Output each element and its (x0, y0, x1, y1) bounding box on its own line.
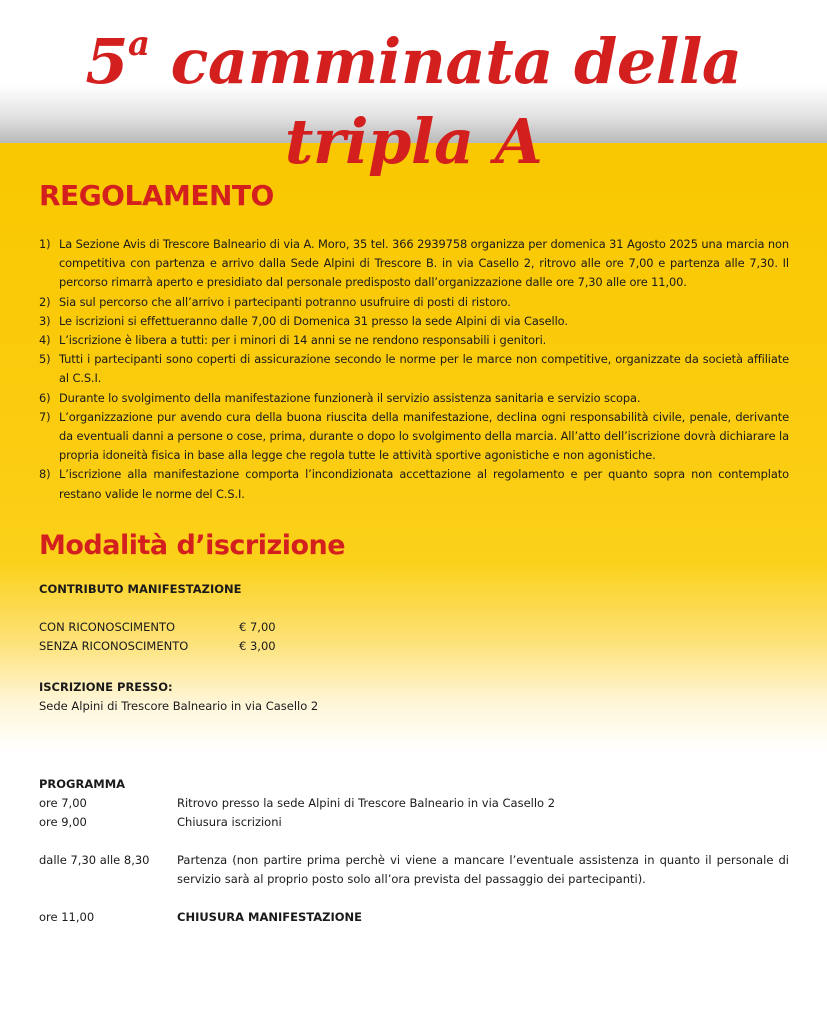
program-time: ore 11,00 (39, 910, 95, 924)
rule-number: 6) (39, 390, 51, 405)
price-label: CON RICONOSCIMENTO (39, 620, 176, 634)
program-time: ore 7,00 (39, 796, 87, 810)
title-text: camminata della tripla A (149, 25, 742, 178)
rule-number: 3) (39, 313, 51, 328)
rule-number: 2) (39, 294, 51, 309)
title-superscript: a (128, 24, 150, 64)
price-value: € 3,00 (239, 639, 276, 653)
rule-item (39, 389, 789, 408)
title-number: 5 (85, 25, 129, 98)
price-value: € 7,00 (239, 620, 276, 634)
program-text: CHIUSURA MANIFESTAZIONE (177, 910, 363, 924)
iscrizione-heading: ISCRIZIONE PRESSO: (39, 680, 173, 694)
rule-number: 5) (39, 352, 51, 367)
rule-item (39, 312, 789, 331)
rule-number: 1) (39, 237, 51, 251)
rule-number: 7) (39, 409, 51, 424)
rule-text: Sia sul percorso che all’arrivo i partecipanti potranno usufruire di posti di ristoro. (59, 294, 511, 309)
programma-rows (39, 794, 789, 927)
program-text: Chiusura iscrizioni (177, 815, 282, 829)
rule-number: 4) (39, 333, 51, 348)
iscrizione-place: Sede Alpini di Trescore Balneario in via Casello 2 (39, 699, 319, 713)
rule-number: 8) (39, 467, 51, 482)
programma-heading: PROGRAMMA (39, 777, 126, 791)
price-label: SENZA RICONOSCIMENTO (39, 639, 189, 653)
price-row (39, 637, 439, 656)
price-table (39, 618, 439, 656)
program-row (39, 908, 789, 927)
program-time: dalle 7,30 alle 8,30 (39, 853, 150, 867)
rule-text: Durante lo svolgimento della manifestazione funzionerà il servizio assistenza sanitaria e servizio scopa. (59, 390, 641, 405)
page-title (0, 22, 827, 182)
program-row (39, 813, 789, 832)
rule-text: La Sezione Avis di Trescore Balneario di via A. Moro, 35 tel. 366 2939758 organizza per domenica 31 Agosto 2025 una marcia non competitiva con partenza e arrivo dalla Sede Alpini di Trescore B. in via Casello 2, ritrovo alle ore 7,00 e partenza alle 7,30. Il percorso rimarrà aperto e presidiato dal personale predisposto dall’organizzazione dalle ore 7,30 alle ore 11,00. (59, 237, 789, 290)
rule-text: L’iscrizione è libera a tutti: per i minori di 14 anni se ne rendono responsabili i genitori. (59, 333, 547, 348)
program-row (39, 851, 789, 889)
price-row (39, 618, 439, 637)
rule-text: L’iscrizione alla manifestazione comporta l’incondizionata accettazione al regolamento e per quanto sopra non contemplato restano valide le norme del C.S.I. (59, 467, 789, 501)
program-time: ore 9,00 (39, 815, 87, 829)
rule-text: Tutti i partecipanti sono coperti di assicurazione secondo le norme per le marce non competitive, organizzate da società affiliate al C.S.I. (59, 352, 789, 386)
program-text: Partenza (non partire prima perchè vi viene a mancare l’eventuale assistenza in quanto il personale di servizio sarà al proprio posto solo all’ora prevista del passaggio dei partecipanti). (177, 853, 789, 886)
rule-item (39, 235, 789, 293)
program-text: Ritrovo presso la sede Alpini di Trescore Balneario in via Casello 2 (177, 796, 556, 810)
rule-item (39, 465, 789, 503)
rule-text: Le iscrizioni si effettueranno dalle 7,00 di Domenica 31 presso la sede Alpini di via Casello. (59, 313, 568, 328)
modalita-heading: Modalità d’iscrizione (39, 530, 346, 561)
program-row (39, 794, 789, 813)
rules-list (39, 235, 789, 504)
regolamento-heading: REGOLAMENTO (39, 179, 274, 212)
rule-item (39, 350, 789, 388)
rule-item (39, 293, 789, 312)
rule-text: L’organizzazione pur avendo cura della buona riuscita della manifestazione, declina ogni responsabilità civile, penale, derivante da eventuali danni a persone o cose, prima, durante o dopo lo svolgimento della marcia. All’atto dell’iscrizione dovrà dichiarare la propria idoneità fisica in base alla legge che regola tutte le attività sportive agonistiche e non agonistiche. (59, 409, 789, 463)
rule-item (39, 408, 789, 466)
rule-item (39, 331, 789, 350)
contributo-heading: CONTRIBUTO MANIFESTAZIONE (39, 582, 242, 596)
